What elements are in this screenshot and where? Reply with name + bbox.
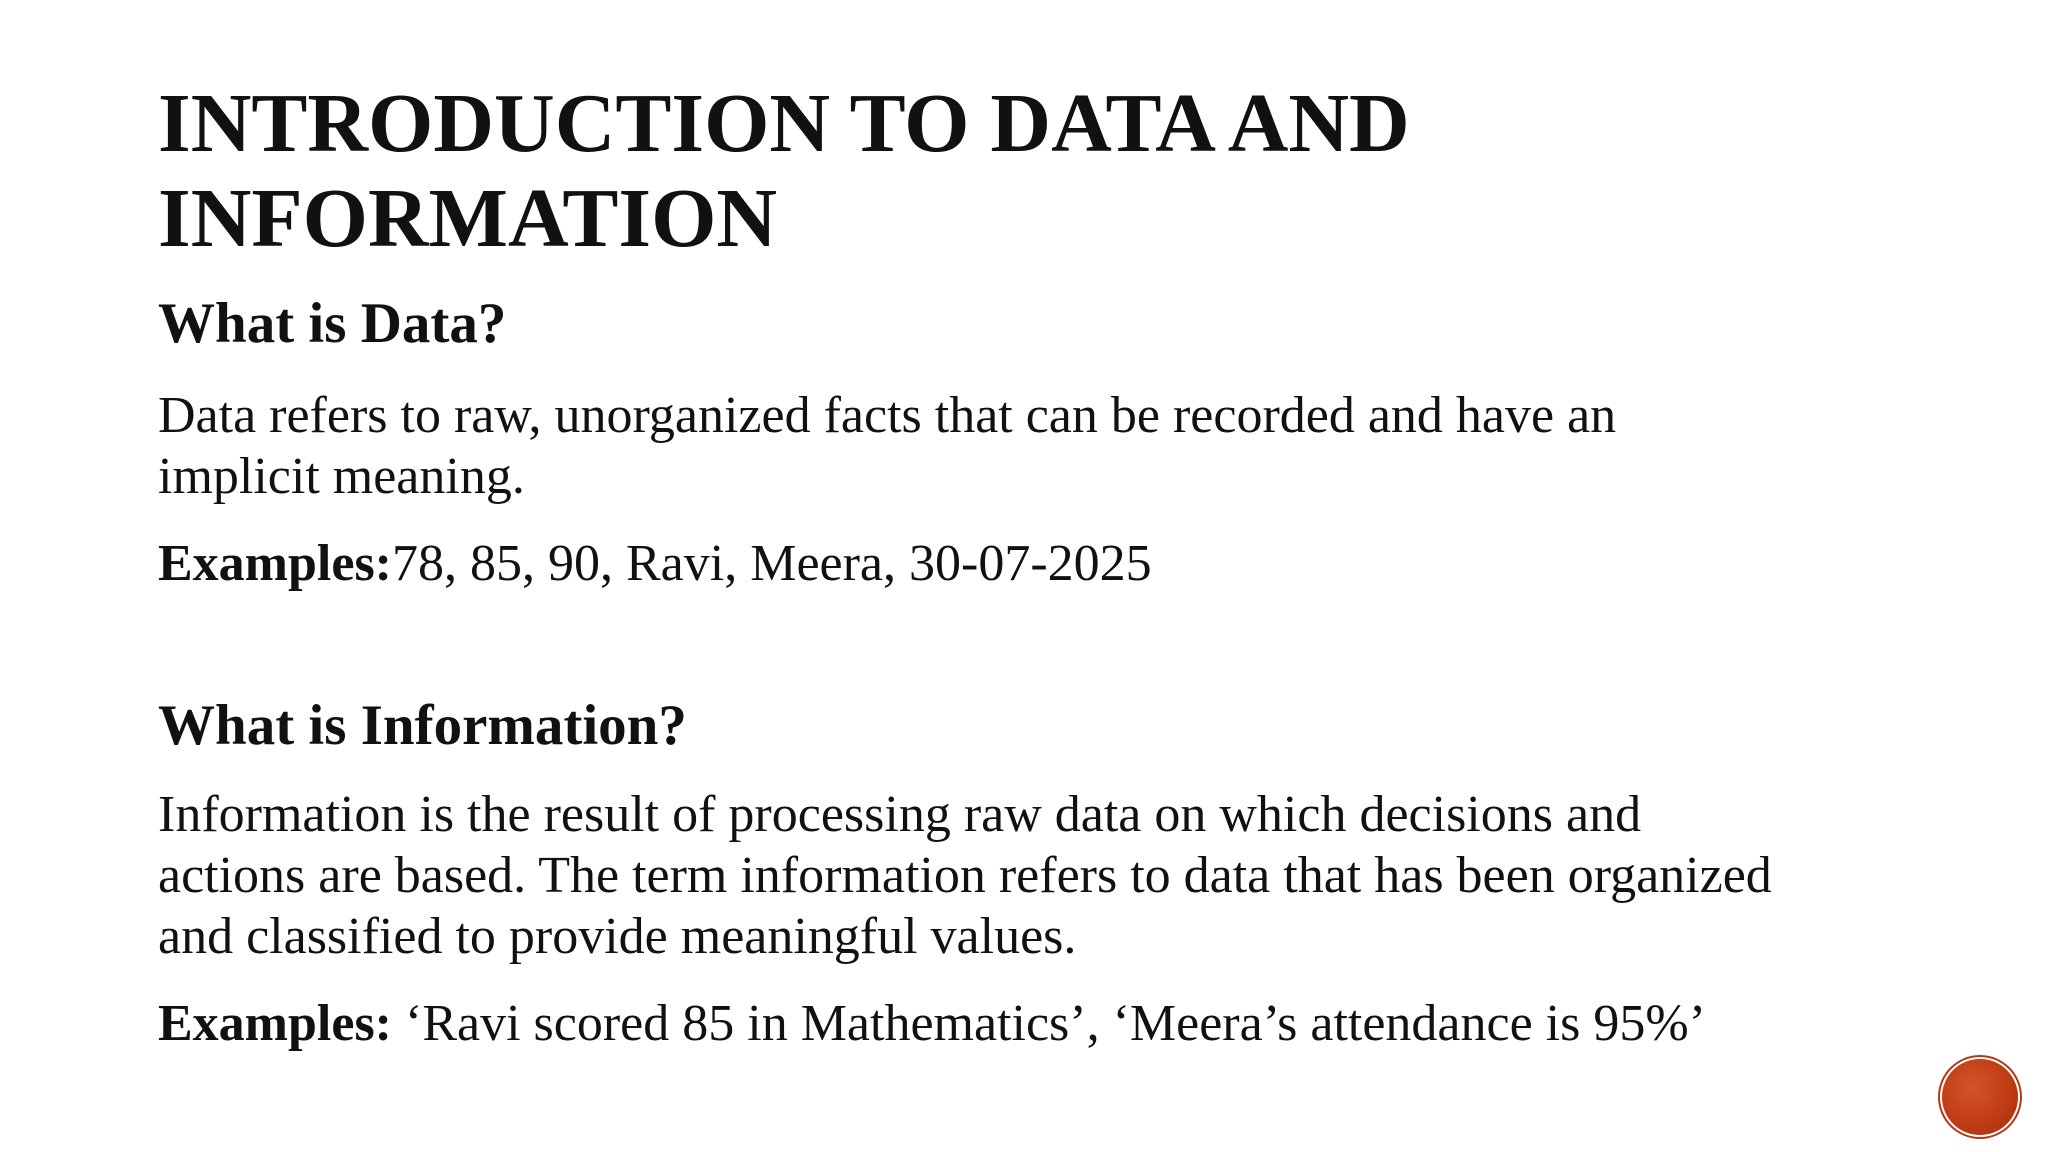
information-definition-line-2: actions are based. The term information refers to data that has been organized — [158, 847, 1772, 904]
slide-title-line-2: INFORMATION — [158, 172, 778, 265]
data-heading: What is Data? — [158, 292, 507, 355]
slide-title-line-1: INTRODUCTION TO DATA AND — [158, 77, 1410, 170]
information-definition — [158, 784, 1772, 967]
information-definition-line-1: Information is the result of processing raw data on which decisions and — [158, 786, 1642, 843]
data-definition-line-1: Data refers to raw, unorganized facts that can be recorded and have an — [158, 387, 1617, 444]
information-examples — [158, 993, 1706, 1054]
slide-title — [158, 76, 1858, 266]
data-examples — [158, 533, 1152, 594]
information-examples-label: Examples: — [158, 995, 392, 1052]
slide-logo-badge — [1942, 1059, 2018, 1135]
information-examples-text: ‘Ravi scored 85 in Mathematics’, ‘Meera’s attendance is 95%’ — [392, 995, 1706, 1052]
information-definition-line-3: and classified to provide meaningful values. — [158, 908, 1077, 965]
information-heading: What is Information? — [158, 694, 687, 757]
data-definition — [158, 385, 1616, 507]
data-definition-line-2: implicit meaning. — [158, 448, 525, 505]
data-examples-text: 78, 85, 90, Ravi, Meera, 30-07-2025 — [392, 535, 1152, 592]
data-examples-label: Examples: — [158, 535, 392, 592]
